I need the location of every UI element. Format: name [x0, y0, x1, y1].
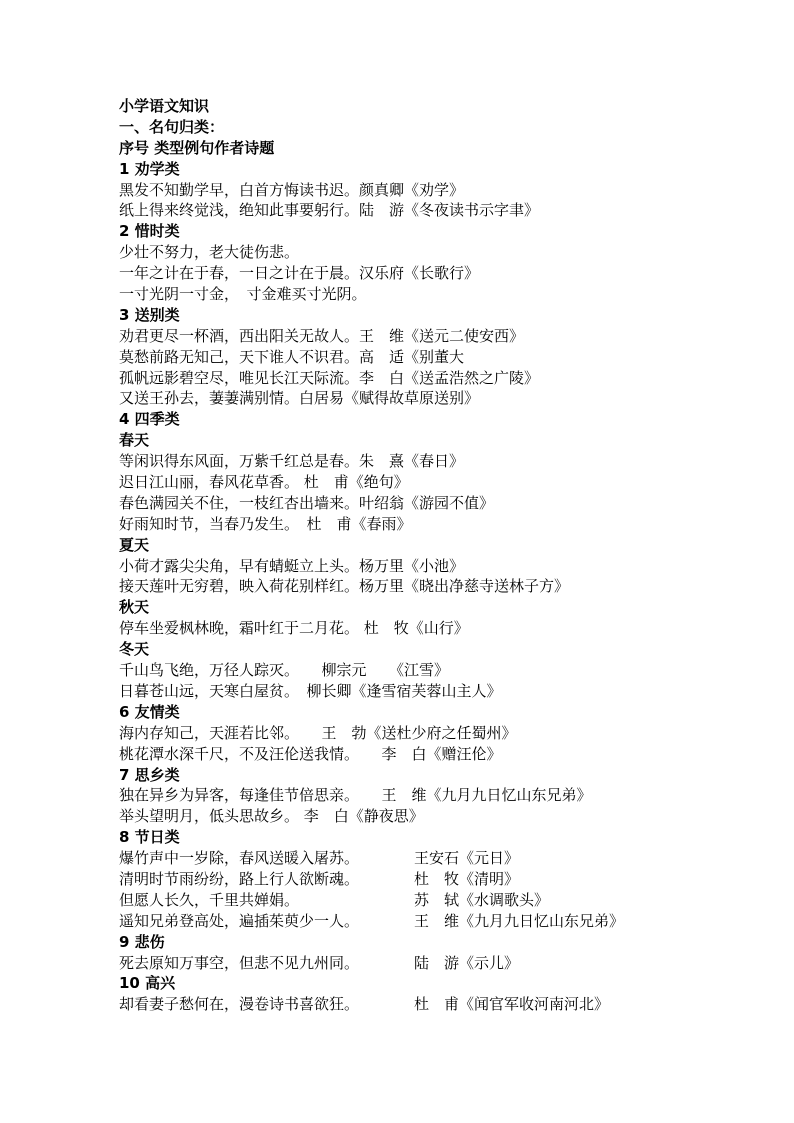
verse-line: 接天莲叶无穷碧，映入荷花别样红。杨万里《晓出净慈寺送林子方》: [119, 577, 570, 596]
verse-text: 但愿人长久，千里共婵娟。: [119, 890, 300, 909]
verse-line: 好雨知时节，当春乃发生。 杜 甫《春雨》: [119, 514, 412, 533]
subsection-heading: 秋天: [119, 598, 150, 617]
category-heading: 8 节日类: [119, 828, 180, 847]
verse-line: 一年之计在于春，一日之计在于晨。汉乐府《长歌行》: [119, 264, 480, 283]
verse-source: 杜 牧《清明》: [414, 869, 520, 888]
verse-text: 却看妻子愁何在，漫卷诗书喜欲狂。: [119, 995, 360, 1014]
verse-line: 等闲识得东风面，万紫千红总是春。朱 熹《春日》: [119, 452, 465, 471]
verse-line: 莫愁前路无知己，天下谁人不识君。高 适《别董大: [119, 347, 465, 366]
section-heading: 一、名句归类：: [119, 117, 225, 136]
verse-source: 杜 甫《闻官军收河南河北》: [414, 995, 610, 1014]
verse-line: 千山鸟飞绝，万径人踪灭。 柳宗元 《江雪》: [119, 661, 450, 680]
verse-line: 孤帆远影碧空尽，唯见长江天际流。李 白《送孟浩然之广陵》: [119, 368, 540, 387]
category-heading: 3 送别类: [119, 305, 180, 324]
category-heading: 6 友情类: [119, 702, 180, 721]
verse-line: 黑发不知勤学早，白首方悔读书迟。颜真卿《劝学》: [119, 180, 465, 199]
verse-line: 一寸光阴一寸金， 寸金难买寸光阴。: [119, 285, 367, 304]
category-heading: 10 高兴: [119, 974, 176, 993]
verse-row: [119, 890, 759, 911]
verse-text: 遥知兄弟登高处，遍插茱萸少一人。: [119, 911, 360, 930]
verse-line: 举头望明月，低头思故乡。 李 白《静夜思》: [119, 807, 424, 826]
verse-row: [119, 911, 759, 932]
column-header: 序号 类型例句作者诗题: [119, 138, 275, 157]
subsection-heading: 春天: [119, 431, 150, 450]
verse-line: 少壮不努力，老大徒伤悲。: [119, 243, 300, 262]
verse-line: 桃花潭水深千尺，不及汪伦送我情。 李 白《赠汪伦》: [119, 744, 502, 763]
verse-text: 清明时节雨纷纷，路上行人欲断魂。: [119, 869, 360, 888]
verse-source: 王 维《九月九日忆山东兄弟》: [414, 911, 625, 930]
verse-line: 日暮苍山远，天寒白屋贫。 柳长卿《逢雪宿芙蓉山主人》: [119, 681, 502, 700]
verse-line: 停车坐爱枫林晚，霜叶红于二月花。 杜 牧《山行》: [119, 619, 469, 638]
verse-line: 纸上得来终觉浅，绝知此事要躬行。陆 游《冬夜读书示字聿》: [119, 201, 540, 220]
document-body: [119, 96, 759, 1015]
category-heading: 7 思乡类: [119, 765, 180, 784]
verse-source: 王安石《元日》: [414, 849, 520, 868]
document-title: 小学语文知识: [119, 97, 210, 115]
verse-line: 独在异乡为异客，每逢佳节倍思亲。 王 维《九月九日忆山东兄弟》: [119, 786, 592, 805]
verse-line: 劝君更尽一杯酒，西出阳关无故人。王 维《送元二使安西》: [119, 326, 525, 345]
verse-row: [119, 953, 759, 974]
category-heading: 4 四季类: [119, 410, 180, 429]
verse-line: 春色满园关不住，一枝红杏出墙来。叶绍翁《游园不值》: [119, 493, 495, 512]
verse-row: [119, 994, 759, 1015]
verse-text: 爆竹声中一岁除，春风送暖入屠苏。: [119, 849, 360, 868]
verse-text: 死去原知万事空，但悲不见九州同。: [119, 953, 360, 972]
subsection-heading: 冬天: [119, 640, 150, 659]
subsection-heading: 夏天: [119, 535, 150, 554]
verse-row: [119, 848, 759, 869]
verse-source: 陆 游《示儿》: [414, 953, 520, 972]
category-heading: 1 劝学类: [119, 159, 180, 178]
verse-line: 小荷才露尖尖角，早有蜻蜓立上头。杨万里《小池》: [119, 556, 465, 575]
verse-line: 迟日江山丽，春风花草香。 杜 甫《绝句》: [119, 473, 409, 492]
category-heading: 9 悲伤: [119, 932, 165, 951]
category-heading: 2 惜时类: [119, 222, 180, 241]
verse-line: 海内存知己，天涯若比邻。 王 勃《送杜少府之任蜀州》: [119, 723, 517, 742]
verse-row: [119, 869, 759, 890]
verse-source: 苏 轼《水调歌头》: [414, 890, 550, 909]
verse-line: 又送王孙去，萋萋满别情。白居易《赋得故草原送别》: [119, 389, 480, 408]
